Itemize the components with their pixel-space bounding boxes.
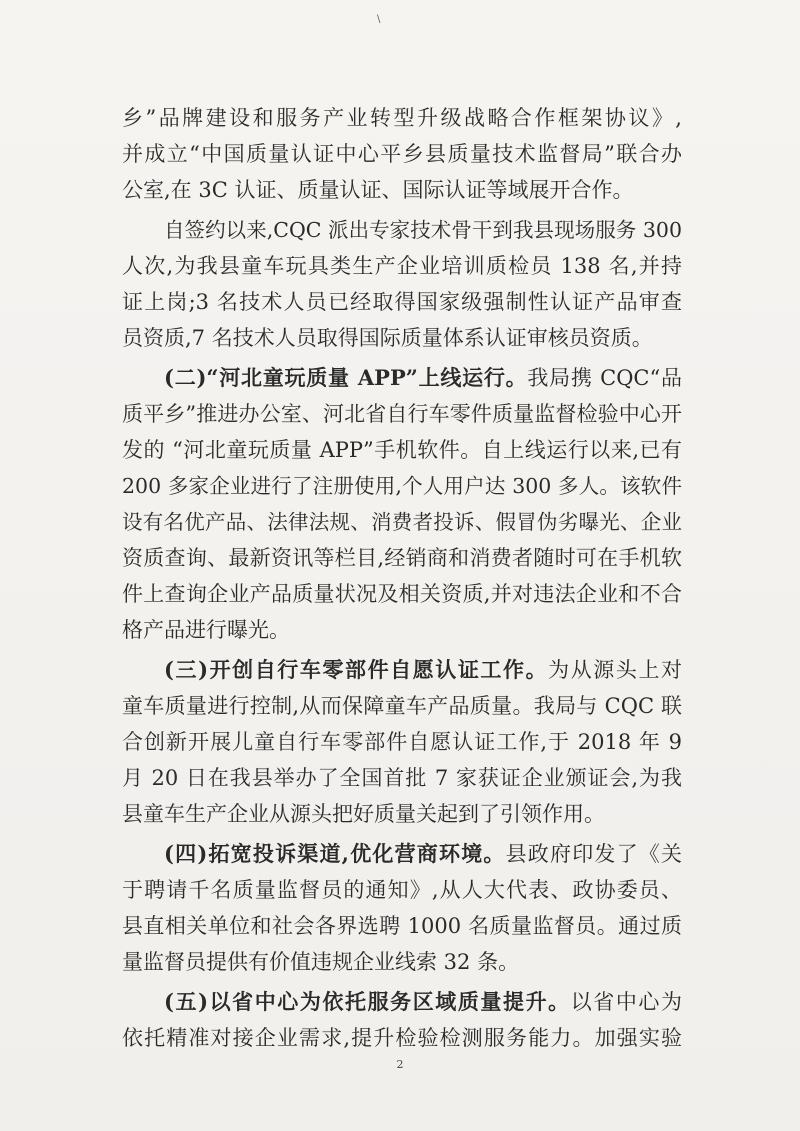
- text-line: 件上查询企业产品质量状况及相关资质,并对违法企业和不合: [122, 582, 682, 606]
- text-line: 童车质量进行控制,从而保障童车产品质量。我局与 CQC 联: [122, 694, 682, 718]
- text-line: 人次,为我县童车玩具类生产企业培训质检员 138 名,并持: [122, 254, 682, 278]
- scan-mark: \: [377, 14, 381, 25]
- text-line: 并成立“中国质量认证中心平乡县质量技术监督局”联合办: [122, 142, 682, 166]
- text-line: 自签约以来,CQC 派出专家技术骨干到我县现场服务 300: [164, 218, 682, 242]
- text-line: 月 20 日在我县举办了全国首批 7 家获证企业颁证会,为我: [122, 766, 682, 790]
- text-line: 200 多家企业进行了注册使用,个人用户达 300 多人。该软件: [122, 474, 682, 498]
- text-line: 县童车生产企业从源头把好质量关起到了引领作用。: [122, 802, 605, 826]
- text-line: 资质查询、最新资讯等栏目,经销商和消费者随时可在手机软: [122, 546, 682, 570]
- text-line: 量监督员提供有价值违规企业线索 32 条。: [122, 950, 520, 974]
- body-text: [122, 100, 682, 1056]
- text-line: 质平乡”推进办公室、河北省自行车零件质量监督检验中心开: [122, 402, 682, 426]
- text-line: 发的 “河北童玩质量 APP”手机软件。自上线运行以来,已有: [122, 438, 682, 462]
- text-line: 依托精准对接企业需求,提升检验检测服务能力。加强实验: [122, 1026, 682, 1050]
- text-line: 合创新开展儿童自行车零部件自愿认证工作,于 2018 年 9: [122, 730, 682, 754]
- section-heading-2: (二)“河北童玩质量 APP”上线运行。: [164, 365, 528, 390]
- section-heading-5: (五)以省中心为依托服务区域质量提升。: [164, 989, 571, 1014]
- text-line: 设有名优产品、法律法规、消费者投诉、假冒伪劣曝光、企业: [122, 510, 682, 534]
- section-heading-line: (五)以省中心为依托服务区域质量提升。以省中心为: [164, 989, 683, 1014]
- section-heading-4: (四)拓宽投诉渠道,优化营商环境。: [164, 841, 506, 866]
- section-heading-line: (三)开创自行车零部件自愿认证工作。为从源头上对: [164, 657, 683, 682]
- page-number: 2: [396, 1058, 404, 1071]
- text-line: 乡”品牌建设和服务产业转型升级战略合作框架协议》,: [122, 106, 682, 130]
- section-heading-line: (二)“河北童玩质量 APP”上线运行。我局携 CQC“品: [164, 365, 682, 390]
- section-heading-line: (四)拓宽投诉渠道,优化营商环境。县政府印发了《关: [164, 841, 682, 866]
- text-line: 于聘请千名质量监督员的通知》,从人大代表、政协委员、: [122, 878, 682, 902]
- text-line: 员资质,7 名技术人员取得国际质量体系认证审核员资质。: [122, 326, 653, 350]
- section-heading-3: (三)开创自行车零部件自愿认证工作。: [164, 657, 549, 682]
- text-line: 证上岗;3 名技术人员已经取得国家级强制性认证产品审查: [122, 290, 682, 314]
- text-line: 县直相关单位和社会各界选聘 1000 名质量监督员。通过质: [122, 914, 682, 938]
- text-line: 公室,在 3C 认证、质量认证、国际认证等域展开合作。: [122, 178, 634, 202]
- text-line: 格产品进行曝光。: [122, 618, 290, 642]
